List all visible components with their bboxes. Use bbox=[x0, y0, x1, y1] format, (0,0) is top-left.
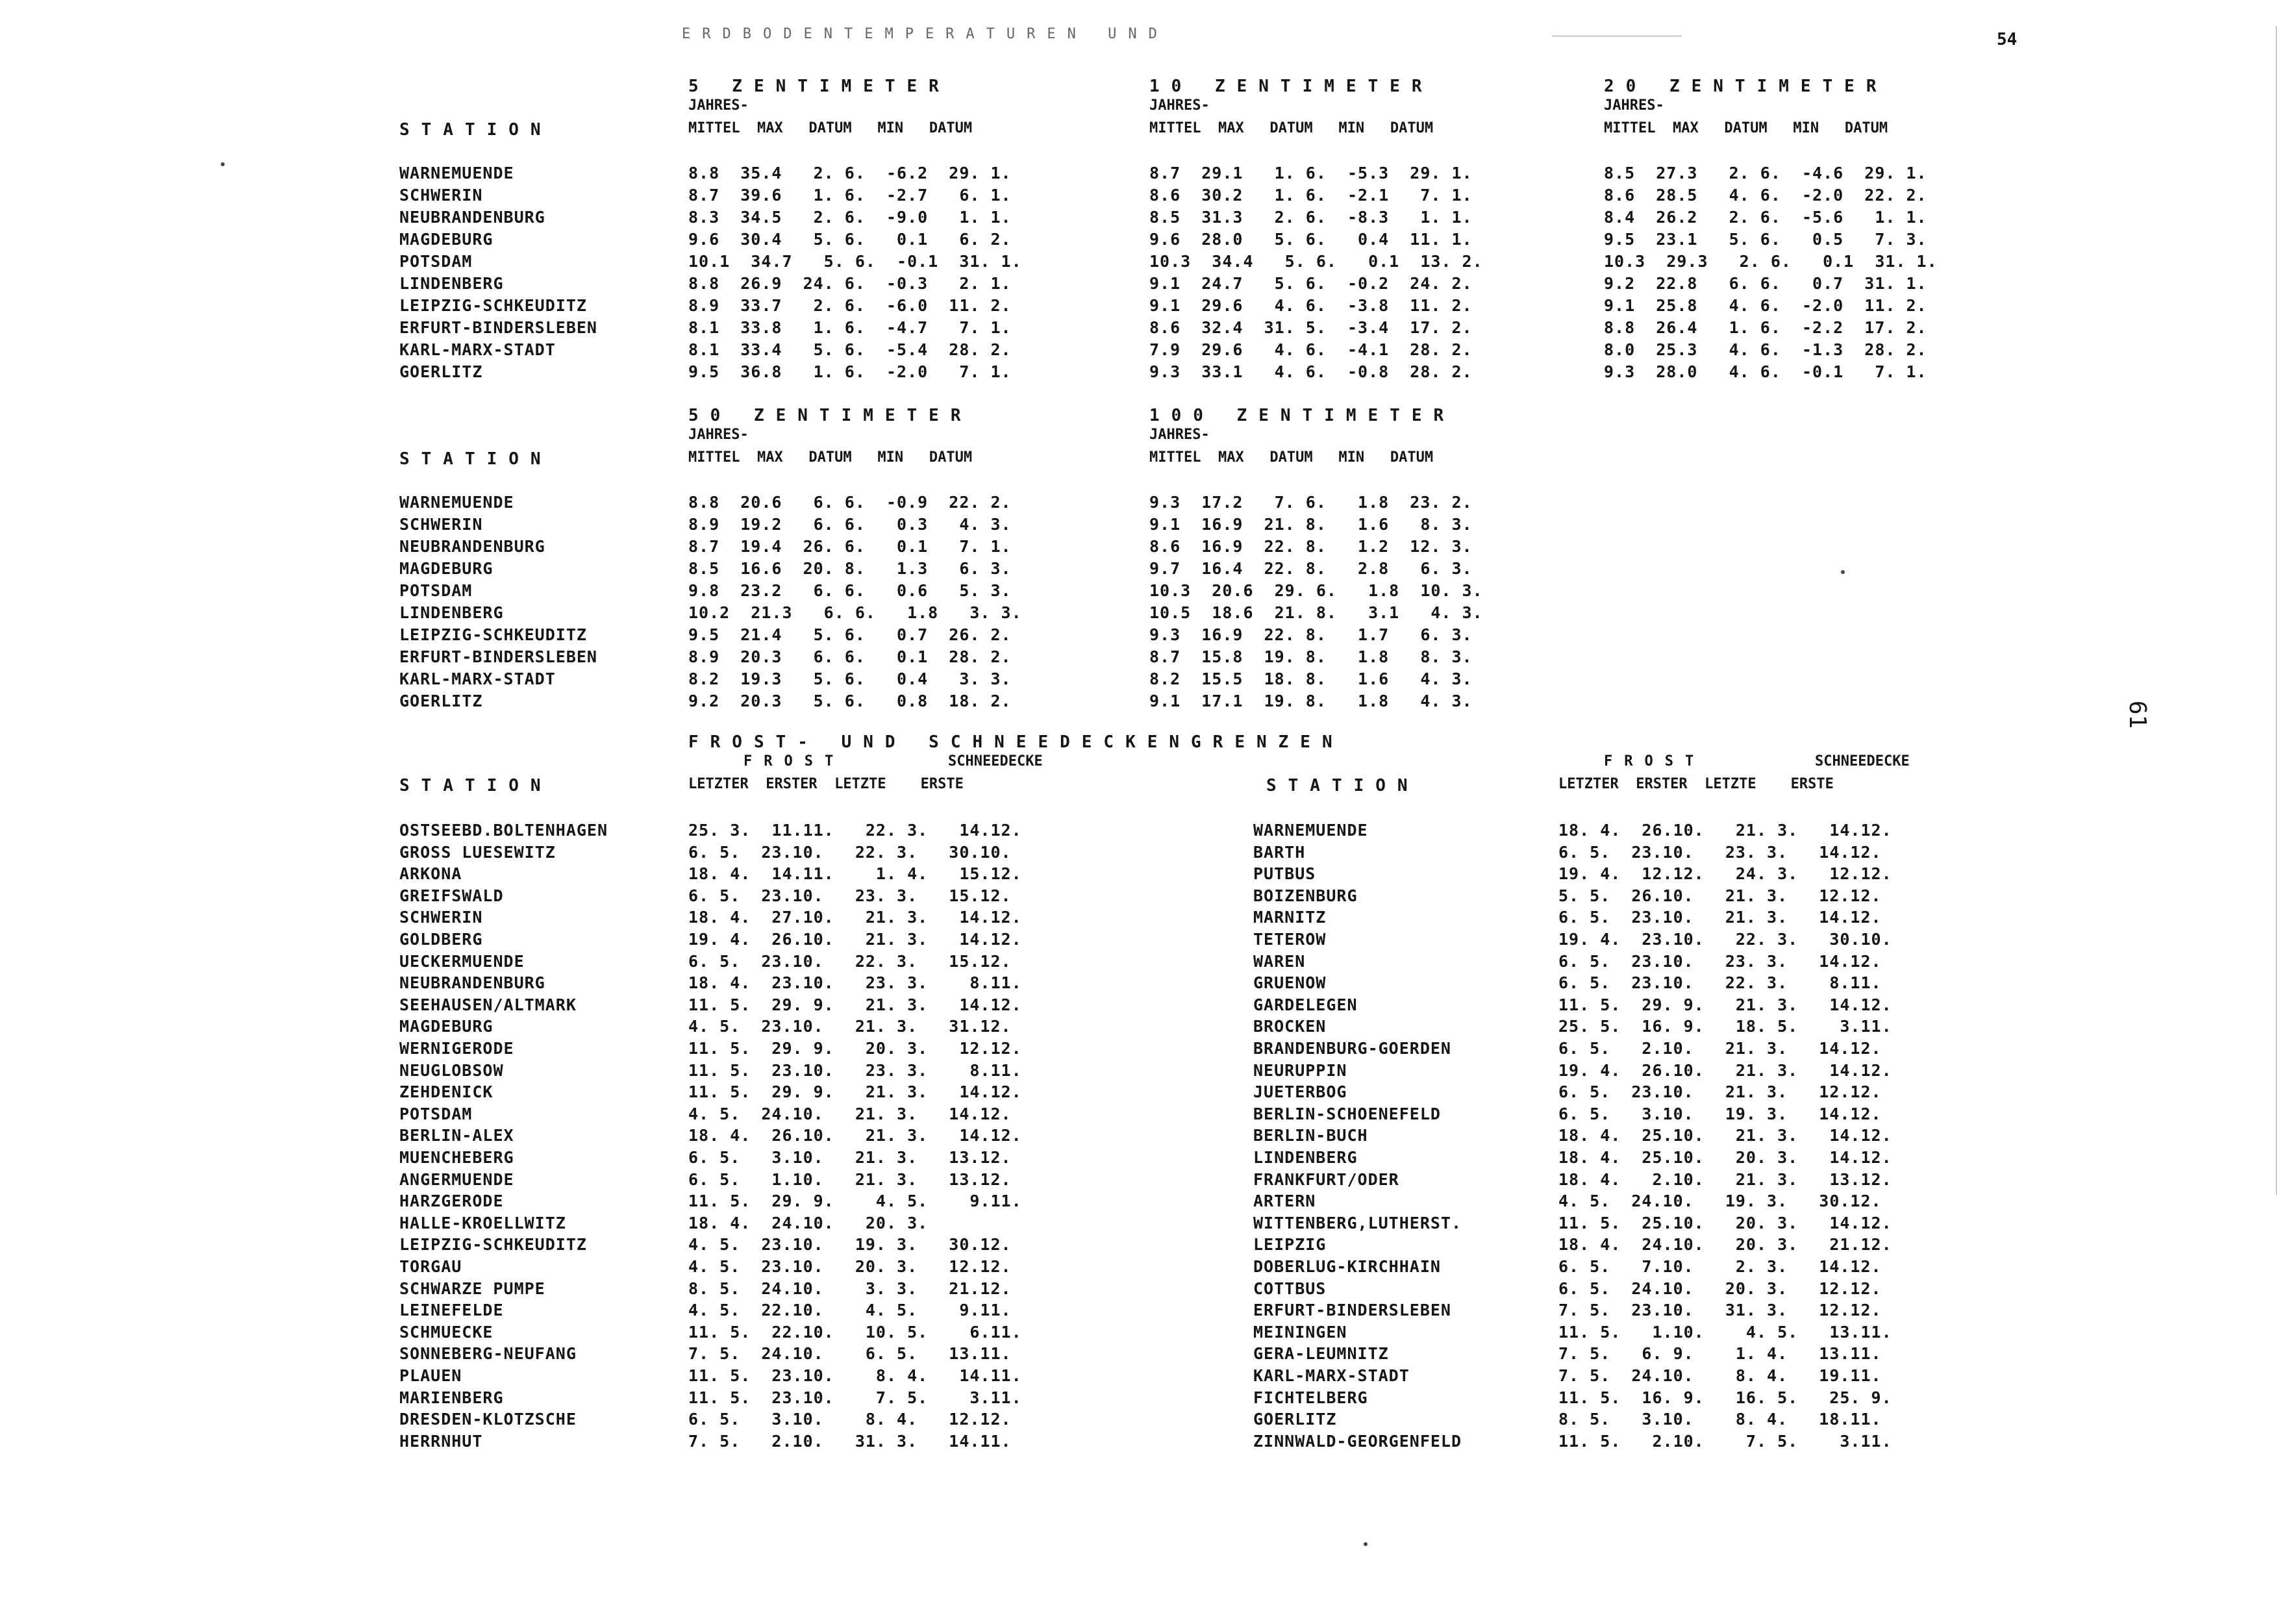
soil-temp-values: 8.6 30.2 1. 6. -2.1 7. 1. bbox=[1149, 186, 1473, 205]
station-name: PLAUEN bbox=[399, 1366, 462, 1385]
jahres-label: JAHRES- bbox=[1149, 427, 1210, 443]
soil-temp-values: 8.9 19.2 6. 6. 0.3 4. 3. bbox=[688, 515, 1012, 534]
soil-temp-values: 8.8 20.6 6. 6. -0.9 22. 2. bbox=[688, 493, 1012, 512]
frost-snow-values: 4. 5. 22.10. 4. 5. 9.11. bbox=[688, 1301, 1012, 1320]
frost-snow-values: 19. 4. 26.10. 21. 3. 14.12. bbox=[688, 930, 1022, 949]
frost-snow-title: FROST- UND SCHNEEDECKENGRENZEN bbox=[688, 732, 1344, 752]
station-name: KARL-MARX-STADT bbox=[399, 669, 556, 688]
station-name: JUETERBOG bbox=[1253, 1082, 1347, 1102]
frost-snow-values: 11. 5. 29. 9. 21. 3. 14.12. bbox=[688, 1082, 1022, 1102]
soil-temp-values: 9.2 22.8 6. 6. 0.7 31. 1. bbox=[1604, 274, 1927, 293]
frost-snow-values: 11. 5. 29. 9. 21. 3. 14.12. bbox=[1558, 995, 1892, 1014]
station-name: SCHMUECKE bbox=[399, 1322, 494, 1342]
scan-speck bbox=[1841, 570, 1845, 574]
soil-temp-values: 9.6 28.0 5. 6. 0.4 11. 1. bbox=[1149, 230, 1473, 249]
snow-label: SCHNEEDECKE bbox=[948, 753, 1043, 769]
frost-snow-values: 18. 4. 24.10. 20. 3. bbox=[688, 1213, 1022, 1232]
soil-temp-values: 10.5 18.6 21. 8. 3.1 4. 3. bbox=[1149, 603, 1483, 622]
station-name: MAGDEBURG bbox=[399, 559, 494, 578]
station-name: ARTERN bbox=[1253, 1192, 1316, 1211]
soil-temp-values: 9.1 16.9 21. 8. 1.6 8. 3. bbox=[1149, 515, 1473, 534]
frost-snow-values: 6. 5. 7.10. 2. 3. 14.12. bbox=[1558, 1257, 1882, 1276]
frost-snow-values: 18. 4. 14.11. 1. 4. 15.12. bbox=[688, 864, 1022, 884]
station-name: BERLIN-BUCH bbox=[1253, 1126, 1368, 1145]
station-name: ERFURT-BINDERSLEBEN bbox=[399, 647, 597, 666]
soil-temp-values: 8.7 19.4 26. 6. 0.1 7. 1. bbox=[688, 537, 1012, 556]
station-name: LEIPZIG-SCHKEUDITZ bbox=[399, 625, 587, 644]
frost-snow-values: 8. 5. 3.10. 8. 4. 18.11. bbox=[1558, 1410, 1882, 1429]
station-name: ERFURT-BINDERSLEBEN bbox=[399, 318, 597, 337]
station-header: STATION bbox=[1266, 776, 1419, 795]
frost-snow-values: 11. 5. 23.10. 8. 4. 14.11. bbox=[688, 1366, 1022, 1385]
section-20cm: 20 ZENTIMETER bbox=[1604, 77, 1888, 96]
frost-snow-values: 11. 5. 25.10. 20. 3. 14.12. bbox=[1558, 1213, 1892, 1232]
station-name: GOERLITZ bbox=[1253, 1410, 1337, 1429]
soil-temp-values: 8.5 16.6 20. 8. 1.3 6. 3. bbox=[688, 559, 1012, 578]
station-name: WARNEMUENDE bbox=[399, 164, 514, 182]
station-name: MARNITZ bbox=[1253, 908, 1327, 927]
station-name: WERNIGERODE bbox=[399, 1039, 514, 1058]
station-name: POTSDAM bbox=[399, 252, 473, 271]
station-name: ZEHDENICK bbox=[399, 1082, 494, 1102]
station-header: STATION bbox=[399, 120, 553, 140]
soil-temp-values: 9.2 20.3 5. 6. 0.8 18. 2. bbox=[688, 692, 1012, 710]
frost-snow-values: 6. 5. 23.10. 22. 3. 8.11. bbox=[1558, 973, 1882, 993]
station-name: GREIFSWALD bbox=[399, 886, 504, 905]
station-name: SCHWERIN bbox=[399, 908, 483, 927]
soil-temp-values: 8.7 39.6 1. 6. -2.7 6. 1. bbox=[688, 186, 1012, 205]
station-name: HALLE-KROELLWITZ bbox=[399, 1213, 566, 1232]
frost-snow-values: 6. 5. 1.10. 21. 3. 13.12. bbox=[688, 1169, 1012, 1189]
soil-temp-values: 8.8 26.4 1. 6. -2.2 17. 2. bbox=[1604, 318, 1927, 337]
station-name: SONNEBERG-NEUFANG bbox=[399, 1344, 577, 1364]
soil-temp-values: 10.1 34.7 5. 6. -0.1 31. 1. bbox=[688, 252, 1022, 271]
station-name: BERLIN-ALEX bbox=[399, 1126, 514, 1145]
soil-temp-values: 9.8 23.2 6. 6. 0.6 5. 3. bbox=[688, 581, 1012, 600]
frost-snow-values: 6. 5. 23.10. 23. 3. 15.12. bbox=[688, 886, 1012, 905]
frost-snow-values: 25. 5. 16. 9. 18. 5. 3.11. bbox=[1558, 1017, 1892, 1036]
soil-temp-values: 9.3 28.0 4. 6. -0.1 7. 1. bbox=[1604, 362, 1927, 381]
soil-temp-values: 9.3 33.1 4. 6. -0.8 28. 2. bbox=[1149, 362, 1473, 381]
soil-temp-values: 9.1 17.1 19. 8. 1.8 4. 3. bbox=[1149, 692, 1473, 710]
frost-snow-values: 19. 4. 12.12. 24. 3. 12.12. bbox=[1558, 864, 1892, 884]
station-name: MARIENBERG bbox=[399, 1388, 504, 1407]
station-name: PUTBUS bbox=[1253, 864, 1316, 884]
station-name: SCHWERIN bbox=[399, 186, 483, 205]
frost-snow-values: 4. 5. 24.10. 19. 3. 30.12. bbox=[1558, 1192, 1882, 1211]
page-number: 54 bbox=[1997, 30, 2018, 49]
soil-temp-values: 8.8 26.9 24. 6. -0.3 2. 1. bbox=[688, 274, 1012, 293]
station-name: MAGDEBURG bbox=[399, 230, 494, 249]
station-name: NEUBRANDENBURG bbox=[399, 973, 545, 993]
frost-snow-values: 18. 4. 25.10. 20. 3. 14.12. bbox=[1558, 1148, 1892, 1167]
station-header: STATION bbox=[399, 776, 553, 795]
frost-snow-values: 11. 5. 23.10. 7. 5. 3.11. bbox=[688, 1388, 1022, 1407]
soil-temp-values: 7.9 29.6 4. 6. -4.1 28. 2. bbox=[1149, 340, 1473, 359]
frost-snow-values: 6. 5. 23.10. 23. 3. 14.12. bbox=[1558, 842, 1882, 862]
soil-temp-values: 8.4 26.2 2. 6. -5.6 1. 1. bbox=[1604, 208, 1927, 227]
station-name: LEINEFELDE bbox=[399, 1301, 504, 1320]
soil-temp-values: 9.1 25.8 4. 6. -2.0 11. 2. bbox=[1604, 296, 1927, 315]
soil-temp-values: 10.3 20.6 29. 6. 1.8 10. 3. bbox=[1149, 581, 1483, 600]
station-name: FICHTELBERG bbox=[1253, 1388, 1368, 1407]
soil-temp-values: 9.5 21.4 5. 6. 0.7 26. 2. bbox=[688, 625, 1012, 644]
station-name: ZINNWALD-GEORGENFELD bbox=[1253, 1431, 1462, 1451]
frost-label: FROST bbox=[1604, 753, 1706, 769]
station-name: WITTENBERG,LUTHERST. bbox=[1253, 1213, 1462, 1232]
frost-snow-values: 18. 4. 26.10. 21. 3. 14.12. bbox=[1558, 821, 1892, 840]
frost-snow-values: 6. 5. 3.10. 8. 4. 12.12. bbox=[688, 1410, 1012, 1429]
jahres-label: JAHRES- bbox=[1604, 97, 1664, 114]
jahres-label: JAHRES- bbox=[1149, 97, 1210, 114]
frost-snow-values: 18. 4. 24.10. 20. 3. 21.12. bbox=[1558, 1235, 1892, 1255]
soil-temp-values: 9.1 29.6 4. 6. -3.8 11. 2. bbox=[1149, 296, 1473, 315]
station-name: OSTSEEBD.BOLTENHAGEN bbox=[399, 821, 608, 840]
side-page-number: 61 bbox=[2124, 700, 2151, 729]
frost-snow-values: 11. 5. 1.10. 4. 5. 13.11. bbox=[1558, 1322, 1892, 1342]
station-name: LEIPZIG-SCHKEUDITZ bbox=[399, 296, 587, 315]
station-header: STATION bbox=[399, 449, 553, 469]
frost-snow-values: 7. 5. 2.10. 31. 3. 14.11. bbox=[688, 1431, 1012, 1451]
station-name: POTSDAM bbox=[399, 581, 473, 600]
column-header: MITTEL MAX DATUM MIN DATUM bbox=[688, 449, 973, 466]
soil-temp-values: 9.1 24.7 5. 6. -0.2 24. 2. bbox=[1149, 274, 1473, 293]
soil-temp-values: 9.6 30.4 5. 6. 0.1 6. 2. bbox=[688, 230, 1012, 249]
station-name: SCHWARZE PUMPE bbox=[399, 1279, 545, 1298]
frost-snow-values: 7. 5. 6. 9. 1. 4. 13.11. bbox=[1558, 1344, 1882, 1364]
frost-snow-values: 19. 4. 26.10. 21. 3. 14.12. bbox=[1558, 1060, 1892, 1080]
soil-temp-values: 8.6 28.5 4. 6. -2.0 22. 2. bbox=[1604, 186, 1927, 205]
station-name: TETEROW bbox=[1253, 930, 1327, 949]
soil-temp-values: 8.6 16.9 22. 8. 1.2 12. 3. bbox=[1149, 537, 1473, 556]
soil-temp-values: 9.3 16.9 22. 8. 1.7 6. 3. bbox=[1149, 625, 1473, 644]
frost-snow-values: 11. 5. 29. 9. 21. 3. 14.12. bbox=[688, 995, 1022, 1014]
station-name: WARNEMUENDE bbox=[399, 493, 514, 512]
soil-temp-values: 8.5 27.3 2. 6. -4.6 29. 1. bbox=[1604, 164, 1927, 182]
jahres-label: JAHRES- bbox=[688, 97, 749, 114]
station-name: WARNEMUENDE bbox=[1253, 821, 1368, 840]
frost-snow-values: 6. 5. 23.10. 22. 3. 15.12. bbox=[688, 951, 1012, 971]
scan-speck bbox=[1364, 1542, 1368, 1546]
frost-snow-values: 4. 5. 23.10. 21. 3. 31.12. bbox=[688, 1017, 1012, 1036]
station-name: BROCKEN bbox=[1253, 1017, 1327, 1036]
station-name: GOERLITZ bbox=[399, 362, 483, 381]
frost-label: FROST bbox=[744, 753, 845, 769]
scan-speck bbox=[221, 162, 225, 166]
station-name: NEUBRANDENBURG bbox=[399, 208, 545, 227]
station-name: MUENCHEBERG bbox=[399, 1148, 514, 1167]
frost-snow-values: 18. 4. 2.10. 21. 3. 13.12. bbox=[1558, 1169, 1892, 1189]
frost-snow-values: 11. 5. 23.10. 23. 3. 8.11. bbox=[688, 1060, 1022, 1080]
frost-snow-values: 6. 5. 23.10. 23. 3. 14.12. bbox=[1558, 951, 1882, 971]
station-name: ERFURT-BINDERSLEBEN bbox=[1253, 1301, 1451, 1320]
station-name: BOIZENBURG bbox=[1253, 886, 1358, 905]
frost-snow-values: 11. 5. 29. 9. 20. 3. 12.12. bbox=[688, 1039, 1022, 1058]
station-name: GOLDBERG bbox=[399, 930, 483, 949]
station-name: GARDELEGEN bbox=[1253, 995, 1358, 1014]
column-header: MITTEL MAX DATUM MIN DATUM bbox=[688, 120, 973, 136]
station-name: COTTBUS bbox=[1253, 1279, 1327, 1298]
soil-temp-values: 9.5 23.1 5. 6. 0.5 7. 3. bbox=[1604, 230, 1927, 249]
frost-snow-values: 18. 4. 27.10. 21. 3. 14.12. bbox=[688, 908, 1022, 927]
station-name: NEUBRANDENBURG bbox=[399, 537, 545, 556]
frost-snow-values: 25. 3. 11.11. 22. 3. 14.12. bbox=[688, 821, 1022, 840]
snow-label: SCHNEEDECKE bbox=[1815, 753, 1910, 769]
frost-snow-values: 6. 5. 3.10. 21. 3. 13.12. bbox=[688, 1148, 1012, 1167]
station-name: FRANKFURT/ODER bbox=[1253, 1169, 1399, 1189]
column-header: MITTEL MAX DATUM MIN DATUM bbox=[1149, 449, 1434, 466]
soil-temp-values: 8.3 34.5 2. 6. -9.0 1. 1. bbox=[688, 208, 1012, 227]
station-name: MEININGEN bbox=[1253, 1322, 1347, 1342]
station-name: ARKONA bbox=[399, 864, 462, 884]
frost-snow-values: 7. 5. 24.10. 8. 4. 19.11. bbox=[1558, 1366, 1882, 1385]
station-name: LINDENBERG bbox=[1253, 1148, 1358, 1167]
jahres-label: JAHRES- bbox=[688, 427, 749, 443]
frost-snow-values: 4. 5. 23.10. 19. 3. 30.12. bbox=[688, 1235, 1012, 1255]
station-name: GRUENOW bbox=[1253, 973, 1327, 993]
section-50cm: 50 ZENTIMETER bbox=[688, 406, 973, 425]
frost-snow-values: 11. 5. 22.10. 10. 5. 6.11. bbox=[688, 1322, 1022, 1342]
soil-temp-values: 8.8 35.4 2. 6. -6.2 29. 1. bbox=[688, 164, 1012, 182]
soil-temp-values: 9.7 16.4 22. 8. 2.8 6. 3. bbox=[1149, 559, 1473, 578]
frost-snow-values: 11. 5. 29. 9. 4. 5. 9.11. bbox=[688, 1192, 1022, 1211]
soil-temp-values: 8.0 25.3 4. 6. -1.3 28. 2. bbox=[1604, 340, 1927, 359]
frost-snow-values: 11. 5. 16. 9. 16. 5. 25. 9. bbox=[1558, 1388, 1892, 1407]
frost-snow-values: 18. 4. 26.10. 21. 3. 14.12. bbox=[688, 1126, 1022, 1145]
frost-snow-values: 4. 5. 24.10. 21. 3. 14.12. bbox=[688, 1104, 1012, 1123]
frost-snow-values: 6. 5. 2.10. 21. 3. 14.12. bbox=[1558, 1039, 1882, 1058]
station-name: BRANDENBURG-GOERDEN bbox=[1253, 1039, 1451, 1058]
frost-snow-values: 6. 5. 3.10. 19. 3. 14.12. bbox=[1558, 1104, 1882, 1123]
frost-snow-values: 19. 4. 23.10. 22. 3. 30.10. bbox=[1558, 930, 1892, 949]
frost-snow-values: 6. 5. 23.10. 22. 3. 30.10. bbox=[688, 842, 1012, 862]
frost-snow-values: 6. 5. 23.10. 21. 3. 12.12. bbox=[1558, 1082, 1882, 1102]
station-name: LINDENBERG bbox=[399, 603, 504, 622]
frost-snow-values: 5. 5. 26.10. 21. 3. 12.12. bbox=[1558, 886, 1882, 905]
frost-snow-values: 18. 4. 23.10. 23. 3. 8.11. bbox=[688, 973, 1022, 993]
soil-temp-values: 10.2 21.3 6. 6. 1.8 3. 3. bbox=[688, 603, 1022, 622]
soil-temp-values: 9.3 17.2 7. 6. 1.8 23. 2. bbox=[1149, 493, 1473, 512]
soil-temp-values: 8.2 15.5 18. 8. 1.6 4. 3. bbox=[1149, 669, 1473, 688]
station-name: KARL-MARX-STADT bbox=[1253, 1366, 1410, 1385]
frost-snow-values: 6. 5. 23.10. 21. 3. 14.12. bbox=[1558, 908, 1882, 927]
frost-snow-values: 7. 5. 23.10. 31. 3. 12.12. bbox=[1558, 1301, 1882, 1320]
frost-snow-values: 7. 5. 24.10. 6. 5. 13.11. bbox=[688, 1344, 1012, 1364]
column-header: MITTEL MAX DATUM MIN DATUM bbox=[1604, 120, 1888, 136]
soil-temp-values: 8.5 31.3 2. 6. -8.3 1. 1. bbox=[1149, 208, 1473, 227]
column-header: MITTEL MAX DATUM MIN DATUM bbox=[1149, 120, 1434, 136]
station-name: MAGDEBURG bbox=[399, 1017, 494, 1036]
station-name: SEEHAUSEN/ALTMARK bbox=[399, 995, 577, 1014]
station-name: LEIPZIG-SCHKEUDITZ bbox=[399, 1235, 587, 1255]
scan-line bbox=[2276, 26, 2277, 1195]
station-name: BARTH bbox=[1253, 842, 1306, 862]
section-100cm: 100 ZENTIMETER bbox=[1149, 406, 1456, 425]
frost-snow-values: 4. 5. 23.10. 20. 3. 12.12. bbox=[688, 1257, 1012, 1276]
station-name: GOERLITZ bbox=[399, 692, 483, 710]
frost-snow-values: 11. 5. 2.10. 7. 5. 3.11. bbox=[1558, 1431, 1892, 1451]
station-name: BERLIN-SCHOENEFELD bbox=[1253, 1104, 1441, 1123]
soil-temp-values: 8.6 32.4 31. 5. -3.4 17. 2. bbox=[1149, 318, 1473, 337]
station-name: WAREN bbox=[1253, 951, 1306, 971]
section-5cm: 5 ZENTIMETER bbox=[688, 77, 951, 96]
soil-temp-values: 8.2 19.3 5. 6. 0.4 3. 3. bbox=[688, 669, 1012, 688]
station-name: ANGERMUENDE bbox=[399, 1169, 514, 1189]
frost-sub-header: LETZTER ERSTER LETZTE ERSTE bbox=[1558, 776, 1834, 792]
station-name: LINDENBERG bbox=[399, 274, 504, 293]
soil-temp-values: 8.9 33.7 2. 6. -6.0 11. 2. bbox=[688, 296, 1012, 315]
station-name: GERA-LEUMNITZ bbox=[1253, 1344, 1389, 1364]
frost-snow-values: 18. 4. 25.10. 21. 3. 14.12. bbox=[1558, 1126, 1892, 1145]
station-name: DOBERLUG-KIRCHHAIN bbox=[1253, 1257, 1441, 1276]
frost-sub-header: LETZTER ERSTER LETZTE ERSTE bbox=[688, 776, 964, 792]
soil-temp-values: 8.9 20.3 6. 6. 0.1 28. 2. bbox=[688, 647, 1012, 666]
station-name: KARL-MARX-STADT bbox=[399, 340, 556, 359]
station-name: NEUGLOBSOW bbox=[399, 1060, 504, 1080]
soil-temp-values: 10.3 29.3 2. 6. 0.1 31. 1. bbox=[1604, 252, 1938, 271]
soil-temp-values: 10.3 34.4 5. 6. 0.1 13. 2. bbox=[1149, 252, 1483, 271]
station-name: HARZGERODE bbox=[399, 1192, 504, 1211]
station-name: DRESDEN-KLOTZSCHE bbox=[399, 1410, 577, 1429]
station-name: SCHWERIN bbox=[399, 515, 483, 534]
soil-temp-values: 9.5 36.8 1. 6. -2.0 7. 1. bbox=[688, 362, 1012, 381]
soil-temp-values: 8.7 15.8 19. 8. 1.8 8. 3. bbox=[1149, 647, 1473, 666]
soil-temp-values: 8.7 29.1 1. 6. -5.3 29. 1. bbox=[1149, 164, 1473, 182]
section-10cm: 10 ZENTIMETER bbox=[1149, 77, 1434, 96]
station-name: HERRNHUT bbox=[399, 1431, 483, 1451]
station-name: GROSS LUESEWITZ bbox=[399, 842, 556, 862]
station-name: TORGAU bbox=[399, 1257, 462, 1276]
top-heading: ERDBODENTEMPERATUREN UND bbox=[682, 26, 1169, 42]
soil-temp-values: 8.1 33.4 5. 6. -5.4 28. 2. bbox=[688, 340, 1012, 359]
station-name: NEURUPPIN bbox=[1253, 1060, 1347, 1080]
frost-snow-values: 8. 5. 24.10. 3. 3. 21.12. bbox=[688, 1279, 1012, 1298]
station-name: UECKERMUENDE bbox=[399, 951, 525, 971]
station-name: POTSDAM bbox=[399, 1104, 473, 1123]
soil-temp-values: 8.1 33.8 1. 6. -4.7 7. 1. bbox=[688, 318, 1012, 337]
station-name: LEIPZIG bbox=[1253, 1235, 1327, 1255]
frost-snow-values: 6. 5. 24.10. 20. 3. 12.12. bbox=[1558, 1279, 1882, 1298]
